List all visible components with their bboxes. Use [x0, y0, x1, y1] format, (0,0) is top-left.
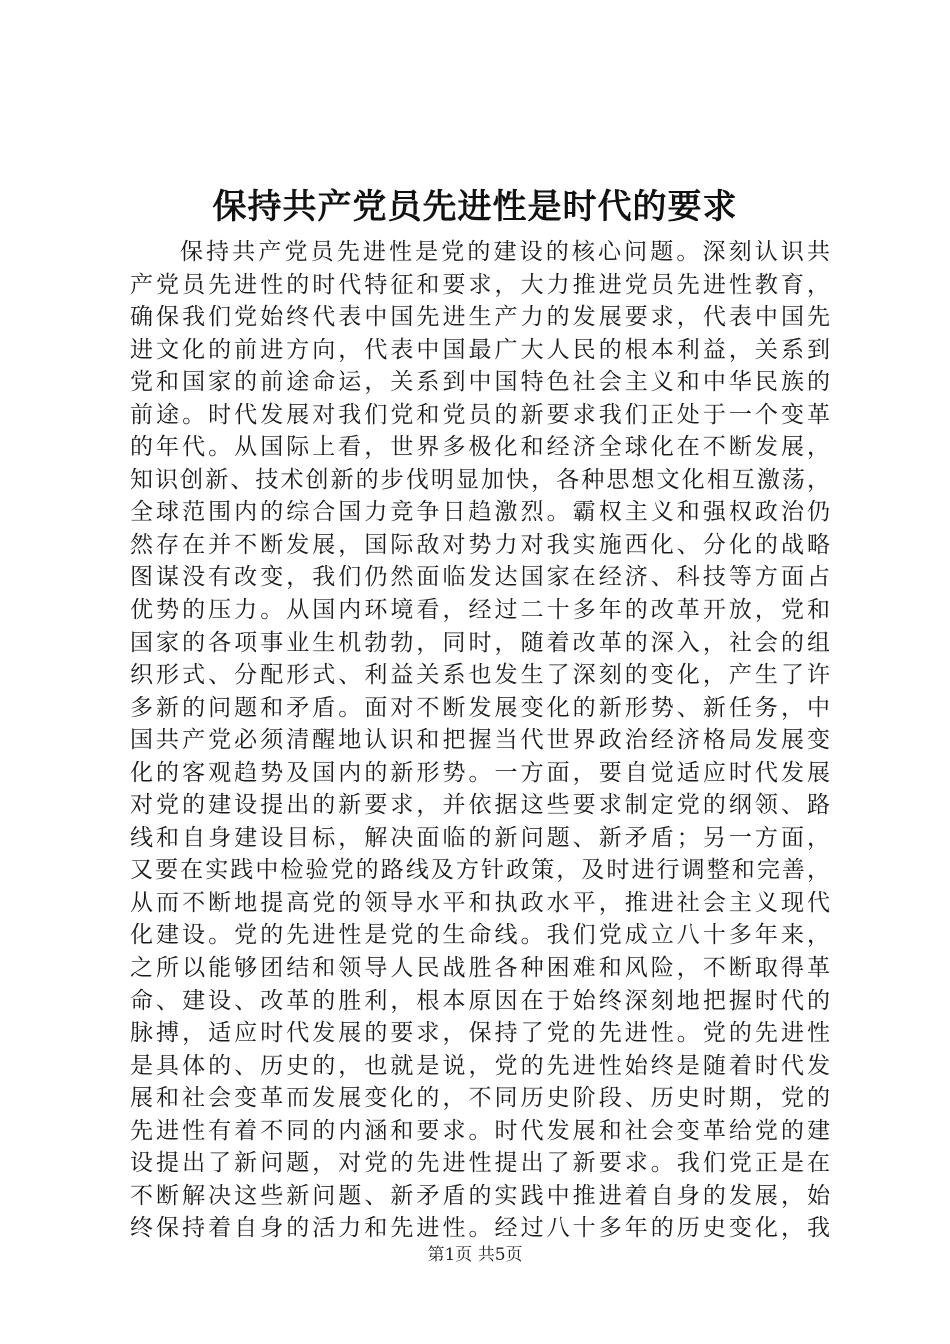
- paragraph-line: 进文化的前进方向，代表中国最广大人民的根本利益，关系到: [130, 336, 830, 363]
- document-title: 保持共产党员先进性是时代的要求: [212, 187, 738, 227]
- paragraph-line: 党和国家的前途命运，关系到中国特色社会主义和中华民族的: [130, 369, 830, 396]
- paragraph-line: 全球范围内的综合国力竞争日趋激烈。霸权主义和强权政治仍: [130, 499, 830, 526]
- paragraph-line: 确保我们党始终代表中国先进生产力的发展要求，代表中国先: [130, 304, 830, 331]
- paragraph-line: 化建设。党的先进性是党的生命线。我们党成立八十多年来，: [130, 922, 830, 949]
- paragraph-line: 然存在并不断发展，国际敌对势力对我实施西化、分化的战略: [130, 531, 830, 558]
- paragraph-line: 命、建设、改革的胜利，根本原因在于始终深刻地把握时代的: [130, 987, 830, 1014]
- paragraph-line: 产党员先进性的时代特征和要求，大力推进党员先进性教育，: [130, 271, 830, 298]
- body-paragraph: [130, 236, 830, 1245]
- paragraph-line: 前途。时代发展对我们党和党员的新要求我们正处于一个变革: [130, 401, 830, 428]
- paragraph-line: 多新的问题和矛盾。面对不断发展变化的新形势、新任务，中: [130, 694, 830, 721]
- paragraph-line: 先进性有着不同的内涵和要求。时代发展和社会变革给党的建: [130, 1117, 830, 1144]
- paragraph-line: 对党的建设提出的新要求，并依据这些要求制定党的纲领、路: [130, 792, 830, 819]
- paragraph-line: 设提出了新问题，对党的先进性提出了新要求。我们党正是在: [130, 1150, 830, 1177]
- paragraph-line: 之所以能够团结和领导人民战胜各种困难和风险，不断取得革: [130, 955, 830, 982]
- paragraph-line: 知识创新、技术创新的步伐明显加快，各种思想文化相互激荡，: [130, 466, 830, 493]
- paragraph-line: 是具体的、历史的，也就是说，党的先进性始终是随着时代发: [130, 1052, 830, 1079]
- paragraph-line: 织形式、分配形式、利益关系也发生了深刻的变化，产生了许: [130, 662, 830, 689]
- paragraph-line: 图谋没有改变，我们仍然面临发达国家在经济、科技等方面占: [130, 564, 830, 591]
- paragraph-line: 国共产党必须清醒地认识和把握当代世界政治经济格局发展变: [130, 727, 830, 754]
- paragraph-line: 优势的压力。从国内环境看，经过二十多年的改革开放，党和: [130, 597, 830, 624]
- paragraph-line: 展和社会变革而发展变化的，不同历史阶段、历史时期，党的: [130, 1085, 830, 1112]
- paragraph-line: 化的客观趋势及国内的新形势。一方面，要自觉适应时代发展: [130, 759, 830, 786]
- paragraph-line: 又要在实践中检验党的路线及方针政策，及时进行调整和完善，: [130, 857, 830, 884]
- paragraph-line: 脉搏，适应时代发展的要求，保持了党的先进性。党的先进性: [130, 1020, 830, 1047]
- paragraph-line: 终保持着自身的活力和先进性。经过八十多年的历史变化，我: [130, 1215, 830, 1242]
- paragraph-line: 保持共产党员先进性是党的建设的核心问题。深刻认识共: [180, 239, 830, 265]
- paragraph-line: 的年代。从国际上看，世界多极化和经济全球化在不断发展，: [130, 434, 830, 461]
- paragraph-line: 从而不断地提高党的领导水平和执政水平，推进社会主义现代: [130, 889, 830, 916]
- page-indicator: 第1页 共5页: [427, 1245, 523, 1265]
- paragraph-line: 国家的各项事业生机勃勃，同时，随着改革的深入，社会的组: [130, 629, 830, 656]
- paragraph-line: 线和自身建设目标，解决面临的新问题、新矛盾；另一方面，: [130, 824, 830, 851]
- paragraph-line: 不断解决这些新问题、新矛盾的实践中推进着自身的发展，始: [130, 1182, 830, 1209]
